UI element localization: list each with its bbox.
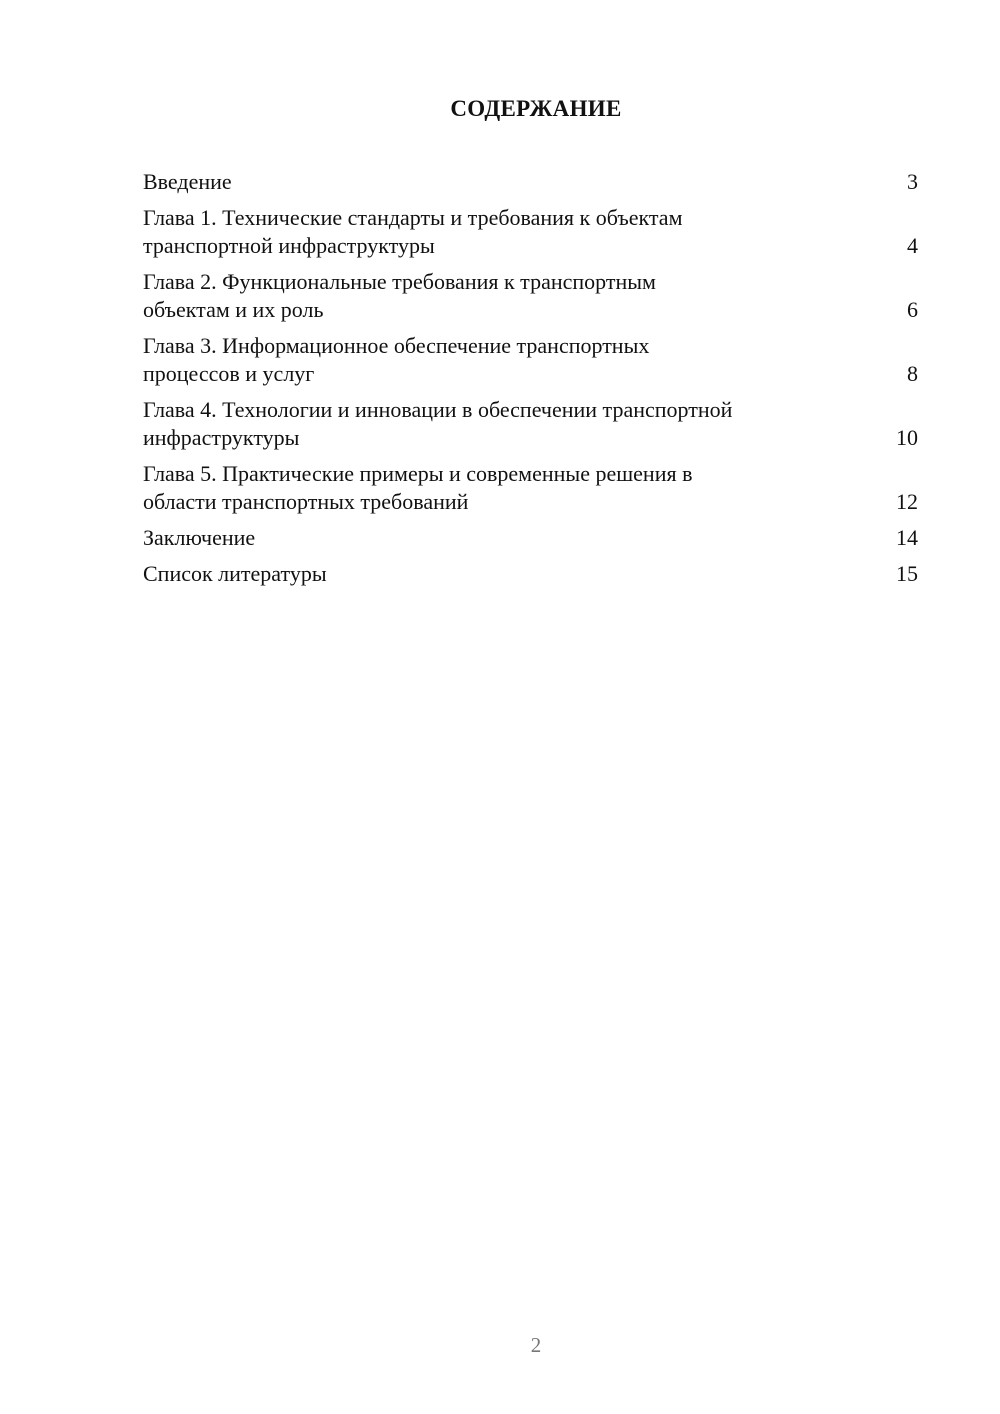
toc-entry-page: 10	[896, 425, 918, 450]
toc-entry-chapter-5	[143, 460, 918, 516]
toc-entry-page: 8	[907, 361, 918, 386]
toc-entry-page: 15	[896, 561, 918, 586]
toc-entry-label: Заключение	[143, 525, 256, 550]
toc-entry-label: Глава 5. Практические примеры и современные решения в области транспортных требований	[143, 461, 693, 514]
toc-entry-chapter-4	[143, 396, 918, 452]
toc-entry-page: 3	[907, 169, 918, 194]
toc-entry-page: 4	[907, 233, 918, 258]
toc-entry-page: 12	[896, 489, 918, 514]
toc-entry-bibliography	[143, 560, 918, 588]
toc-entry-chapter-1	[143, 204, 918, 260]
toc-entry-label: Глава 4. Технологии и инновации в обеспечении транспортной инфраструктуры	[143, 397, 733, 450]
toc-entry-label: Глава 2. Функциональные требования к транспортным объектам и их роль	[143, 269, 656, 322]
toc-entry-label: Введение	[143, 169, 232, 194]
toc-entry-introduction	[143, 168, 918, 196]
table-of-contents	[143, 168, 918, 596]
page-number: 2	[530, 1333, 542, 1357]
toc-entry-label: Глава 3. Информационное обеспечение транспортных процессов и услуг	[143, 333, 650, 386]
toc-entry-chapter-2	[143, 268, 918, 324]
toc-entry-label: Глава 1. Технические стандарты и требования к объектам транспортной инфраструктуры	[143, 205, 683, 258]
toc-entry-chapter-3	[143, 332, 918, 388]
toc-entry-label: Список литературы	[143, 561, 327, 586]
toc-entry-conclusion	[143, 524, 918, 552]
toc-entry-page: 6	[907, 297, 918, 322]
toc-title: СОДЕРЖАНИЕ	[450, 96, 622, 121]
toc-entry-page: 14	[896, 525, 918, 550]
